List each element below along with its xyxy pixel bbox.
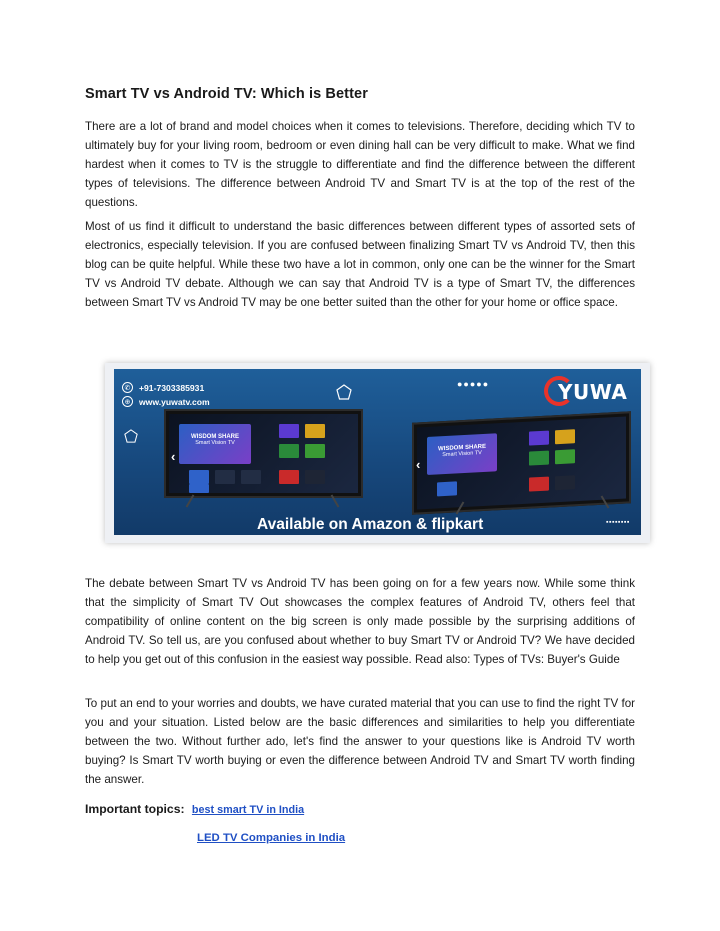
phone-icon: ✆ bbox=[122, 382, 133, 393]
paragraph-3: The debate between Smart TV vs Android TV has been going on for a few years now. While some think that the simplicity of Smart TV Out showcases the complex features of Android TV, others feel that compatibility of online content on the big screen is only made possible by the surprising additions of Android TV. So tell us, are you confused about whether to buy Smart TV or Android TV? We have decided to help you get out of this confusion in the easiest way possible. Read also: Types of TVs: Buyer's Guide bbox=[85, 577, 635, 666]
article-title: Smart TV vs Android TV: Which is Better bbox=[85, 86, 368, 102]
website-row bbox=[122, 396, 210, 407]
brand-logo bbox=[544, 374, 636, 410]
promo-image-frame bbox=[105, 363, 650, 543]
availability-tagline: Available on Amazon & flipkart bbox=[257, 516, 484, 533]
featured-tile bbox=[427, 433, 497, 475]
featured-title: WISDOM SHARE bbox=[191, 434, 239, 440]
app-tile bbox=[529, 477, 549, 492]
globe-icon: ⊕ bbox=[122, 396, 133, 407]
app-tile bbox=[279, 444, 299, 458]
link-best-smart-tv[interactable]: best smart TV in India bbox=[191, 804, 305, 816]
app-tile bbox=[529, 451, 549, 466]
important-topics bbox=[85, 802, 304, 816]
paragraph-4: To put an end to your worries and doubts, we have curated material that you can use to find the right TV for you and your situation. Listed below are the basic differences and similarities to help you differentiate between the two. Without further ado, let's find the answer to your questions like is Android TV worth buying? Is Smart TV worth buying or even the difference between Android TV and Smart TV worth finding the answer. bbox=[85, 697, 635, 786]
featured-tile bbox=[179, 424, 251, 464]
pentagon-decoration-icon bbox=[336, 384, 352, 400]
app-tile bbox=[305, 424, 325, 438]
brand-name: YUWA bbox=[558, 380, 628, 404]
banner-website: www.yuwatv.com bbox=[139, 396, 210, 407]
banner-phone: +91-7303385931 bbox=[139, 382, 205, 393]
paragraph-2: Most of us find it difficult to understand the basic differences between different types of assorted sets of electronics, especially television. If you are confused between finalizing Smart TV vs Android TV, then this blog can be quite helpful. While these two have a lot in common, only one can be the winner for the Smart TV vs Android TV debate. Although we can say that Android TV is a type of Smart TV, the differences between Smart TV vs Android TV may be one better suited than the other for your home or office space. bbox=[85, 220, 635, 309]
app-tile bbox=[529, 431, 549, 446]
topics-label: Important topics: bbox=[85, 802, 185, 816]
app-tile bbox=[555, 449, 575, 464]
app-tile bbox=[215, 470, 235, 484]
app-tile bbox=[189, 484, 209, 493]
tv-screen bbox=[169, 414, 358, 493]
dots-decoration: ●●●●● bbox=[457, 379, 490, 389]
featured-subtitle: Smart Vision TV bbox=[195, 440, 235, 446]
app-tile bbox=[279, 470, 299, 484]
paragraph-1: There are a lot of brand and model choices when it comes to televisions. Therefore, deciding which TV to ultimately buy for your living room, bedroom or even dining hall can be very difficult to make. What we find hardest when it comes to TV is the struggle to differentiate and find the difference between the different types of televisions. The difference between Android TV and Smart TV is at the top of the rest of the questions. bbox=[85, 120, 635, 209]
app-tile bbox=[189, 470, 209, 484]
phone-row bbox=[122, 382, 204, 393]
chevron-left-icon: ‹ bbox=[171, 449, 176, 464]
link-led-tv-companies[interactable]: LED TV Companies in India bbox=[197, 832, 346, 844]
featured-subtitle: Smart Vision TV bbox=[442, 450, 482, 459]
featured-title: WISDOM SHARE bbox=[438, 443, 486, 453]
app-tile bbox=[279, 424, 299, 438]
tv-product-angled bbox=[412, 411, 631, 514]
app-tile bbox=[305, 470, 325, 484]
tv-product-front bbox=[164, 409, 363, 498]
app-tile bbox=[555, 475, 575, 490]
dots-decoration: ▪▪▪▪▪▪▪▪ bbox=[606, 519, 630, 526]
pentagon-decoration-icon bbox=[124, 429, 138, 443]
app-tile bbox=[437, 481, 457, 496]
app-tile bbox=[555, 429, 575, 444]
app-tile bbox=[241, 470, 261, 484]
tv-screen bbox=[417, 417, 626, 510]
app-tile bbox=[305, 444, 325, 458]
promo-banner bbox=[114, 369, 641, 535]
chevron-left-icon: ‹ bbox=[416, 457, 421, 472]
